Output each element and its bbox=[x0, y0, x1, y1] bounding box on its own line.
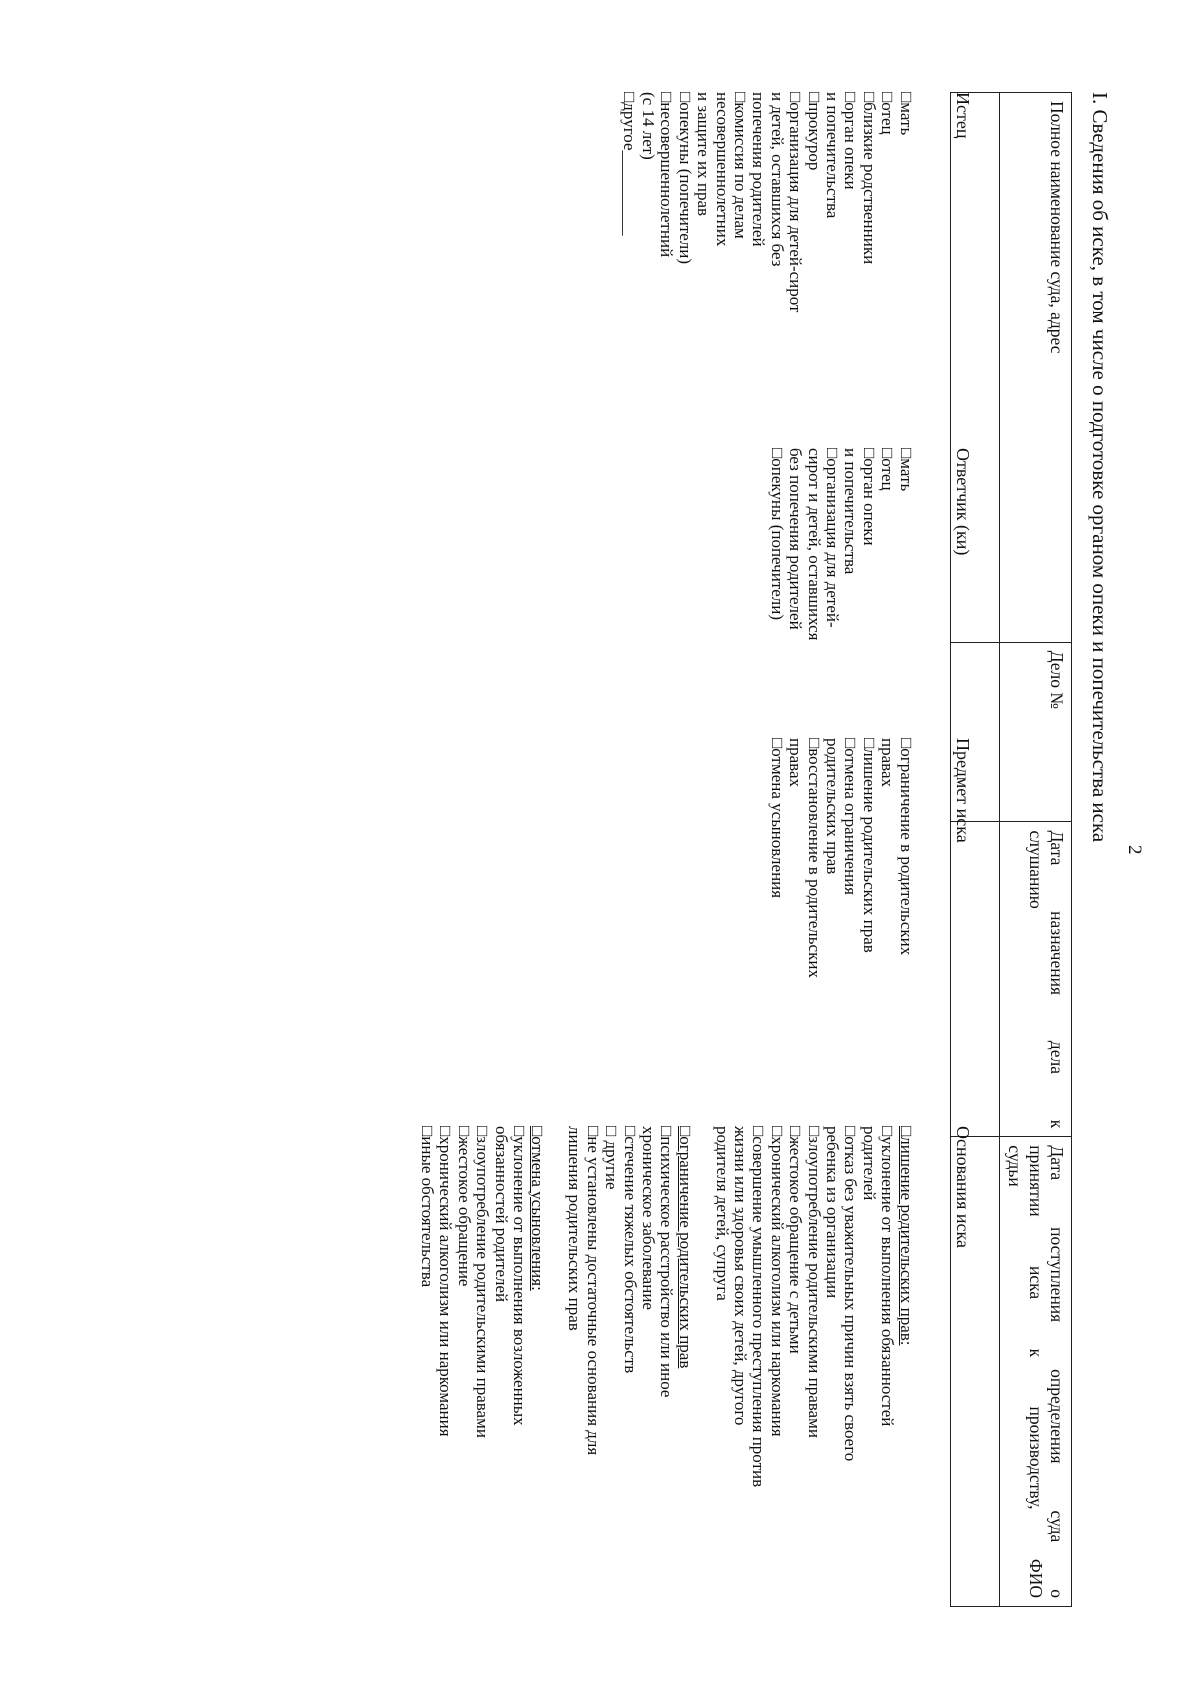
hearing-date-header-line: Дата назначения дела к bbox=[1047, 830, 1067, 1129]
plaintiff-option-continuation: и защите их прав bbox=[694, 92, 714, 217]
court-header: Полное наименование суда, адрес bbox=[1047, 101, 1067, 354]
deprivation-option[interactable]: □уклонение от выполнения обязанностей bbox=[878, 1126, 898, 1427]
subject-option-continuation: родительских прав bbox=[822, 738, 842, 875]
grounds-title: Основания иска bbox=[953, 1126, 973, 1249]
adoption-cancel-option[interactable]: □уклонение от выполнения возложенных bbox=[510, 1126, 530, 1426]
plaintiff-option[interactable]: □организация для детей-сирот bbox=[786, 92, 806, 313]
plaintiff-option-continuation: (с 14 лет) bbox=[638, 92, 658, 160]
case-header: Дело № bbox=[1047, 650, 1067, 710]
subject-option-continuation: правах bbox=[878, 738, 898, 787]
deprivation-option-continuation: ребенка из организации bbox=[822, 1126, 842, 1299]
grounds-column bbox=[418, 1126, 972, 1487]
adoption-cancel-heading[interactable]: □отмена усыновления: bbox=[528, 1126, 548, 1291]
deprivation-option[interactable]: □хронический алкоголизм или наркомания bbox=[767, 1126, 787, 1437]
plaintiff-option[interactable]: □несовершеннолетний bbox=[657, 92, 677, 258]
plaintiff-title: Истец bbox=[953, 92, 973, 139]
section-title: I. Сведения об иске, в том числе о подготовке органом опеки и попечительства иска bbox=[1088, 92, 1112, 843]
receipt-date-header-line: принятии иска к производству, ФИО bbox=[1026, 1145, 1046, 1598]
receipt-date-header-cell bbox=[1000, 1137, 1072, 1607]
deprivation-option-continuation: родителя детей, супруга bbox=[712, 1126, 732, 1301]
restriction-option-continuation: лишения родительских прав bbox=[565, 1126, 585, 1331]
plaintiff-option-continuation: и детей, оставшихся без bbox=[767, 92, 787, 267]
defendant-option[interactable]: □мать bbox=[896, 448, 916, 492]
plaintiff-option-continuation: попечения родителей bbox=[749, 92, 769, 247]
defendant-option-continuation: сирот и детей, оставшихся bbox=[804, 448, 824, 641]
plaintiff-option-continuation: несовершеннолетних bbox=[712, 92, 732, 247]
subject-option[interactable]: □ограничение в родительских bbox=[896, 738, 916, 956]
subject-option[interactable]: □отмена ограничения bbox=[841, 738, 861, 895]
receipt-date-header-line: Дата поступления определения суда о bbox=[1047, 1145, 1067, 1598]
court-header-cell bbox=[1000, 93, 1072, 643]
adoption-cancel-option[interactable]: □злоупотребление родительскими правами bbox=[473, 1126, 493, 1438]
plaintiff-column bbox=[620, 92, 972, 313]
restriction-heading[interactable]: □ограничение родительских прав bbox=[675, 1126, 695, 1369]
deprivation-option[interactable]: □совершение умышленного преступления против bbox=[749, 1126, 769, 1488]
defendant-column bbox=[767, 448, 972, 640]
plaintiff-option[interactable]: □опекуны (попечители) bbox=[675, 92, 695, 265]
defendant-option[interactable]: □отец bbox=[878, 448, 898, 491]
restriction-option[interactable]: □психическое расстройство или иное bbox=[657, 1126, 677, 1398]
hearing-date-header-line: слушанию bbox=[1026, 830, 1046, 909]
hearing-date-header-cell bbox=[1000, 822, 1072, 1137]
subject-column bbox=[767, 738, 972, 978]
plaintiff-option[interactable]: □отец bbox=[878, 92, 898, 135]
receipt-date-header-line: судьи bbox=[1005, 1145, 1025, 1187]
adoption-cancel-option[interactable]: □иные обстоятельства bbox=[418, 1126, 438, 1288]
adoption-cancel-option-continuation: обязанностей родителей bbox=[491, 1126, 511, 1303]
defendant-option-continuation: и попечительства bbox=[841, 448, 861, 575]
restriction-option[interactable]: □не установлены достаточные основания для bbox=[583, 1126, 603, 1456]
plaintiff-option[interactable]: □комиссия по делам bbox=[730, 92, 750, 239]
deprivation-option-continuation: родителей bbox=[859, 1126, 879, 1201]
restriction-option[interactable]: □ другие bbox=[602, 1126, 622, 1190]
plaintiff-option-other[interactable]: □другое__________ bbox=[620, 92, 640, 236]
defendant-option[interactable]: □организация для детей- bbox=[822, 448, 842, 628]
case-header-cell bbox=[1000, 642, 1072, 822]
page-number: 2 bbox=[1124, 845, 1145, 855]
deprivation-heading[interactable]: □лишение родительских прав: bbox=[896, 1126, 916, 1346]
subject-option-continuation: правах bbox=[786, 738, 806, 787]
defendant-option-continuation: без попечения родителей bbox=[786, 448, 806, 630]
defendant-option[interactable]: □опекуны (попечители) bbox=[767, 448, 787, 621]
deprivation-option-continuation: жизни или здоровья своих детей, другого bbox=[730, 1126, 750, 1426]
plaintiff-option[interactable]: □мать bbox=[896, 92, 916, 136]
plaintiff-option[interactable]: □прокурор bbox=[804, 92, 824, 171]
plaintiff-option[interactable]: □близкие родственники bbox=[859, 92, 879, 265]
plaintiff-option[interactable]: □орган опеки bbox=[841, 92, 861, 190]
defendant-title: Ответчик (ки) bbox=[953, 448, 973, 556]
restriction-option[interactable]: □стечение тяжелых обстоятельств bbox=[620, 1126, 640, 1374]
restriction-option-continuation: хроническое заболевание bbox=[638, 1126, 658, 1310]
adoption-cancel-option[interactable]: □хронический алкоголизм или наркомания bbox=[436, 1126, 456, 1437]
deprivation-option[interactable]: □злоупотребление родительскими правами bbox=[804, 1126, 824, 1438]
plaintiff-option-continuation: и попечительства bbox=[822, 92, 842, 219]
spacer bbox=[547, 1126, 565, 1487]
spacer bbox=[694, 1126, 712, 1487]
deprivation-option[interactable]: □отказ без уважительных причин взять своего bbox=[841, 1126, 861, 1462]
subject-option[interactable]: □восстановление в родительских bbox=[804, 738, 824, 978]
deprivation-option[interactable]: □жестокое обращение с детьми bbox=[786, 1126, 806, 1354]
defendant-option[interactable]: □орган опеки bbox=[859, 448, 879, 546]
subject-option[interactable]: □отмена усыновления bbox=[767, 738, 787, 899]
subject-option[interactable]: □лишение родительских прав bbox=[859, 738, 879, 953]
table-header-row bbox=[1000, 93, 1072, 1607]
subject-title: Предмет иска bbox=[953, 738, 973, 843]
adoption-cancel-option[interactable]: □жестокое обращение bbox=[454, 1126, 474, 1287]
